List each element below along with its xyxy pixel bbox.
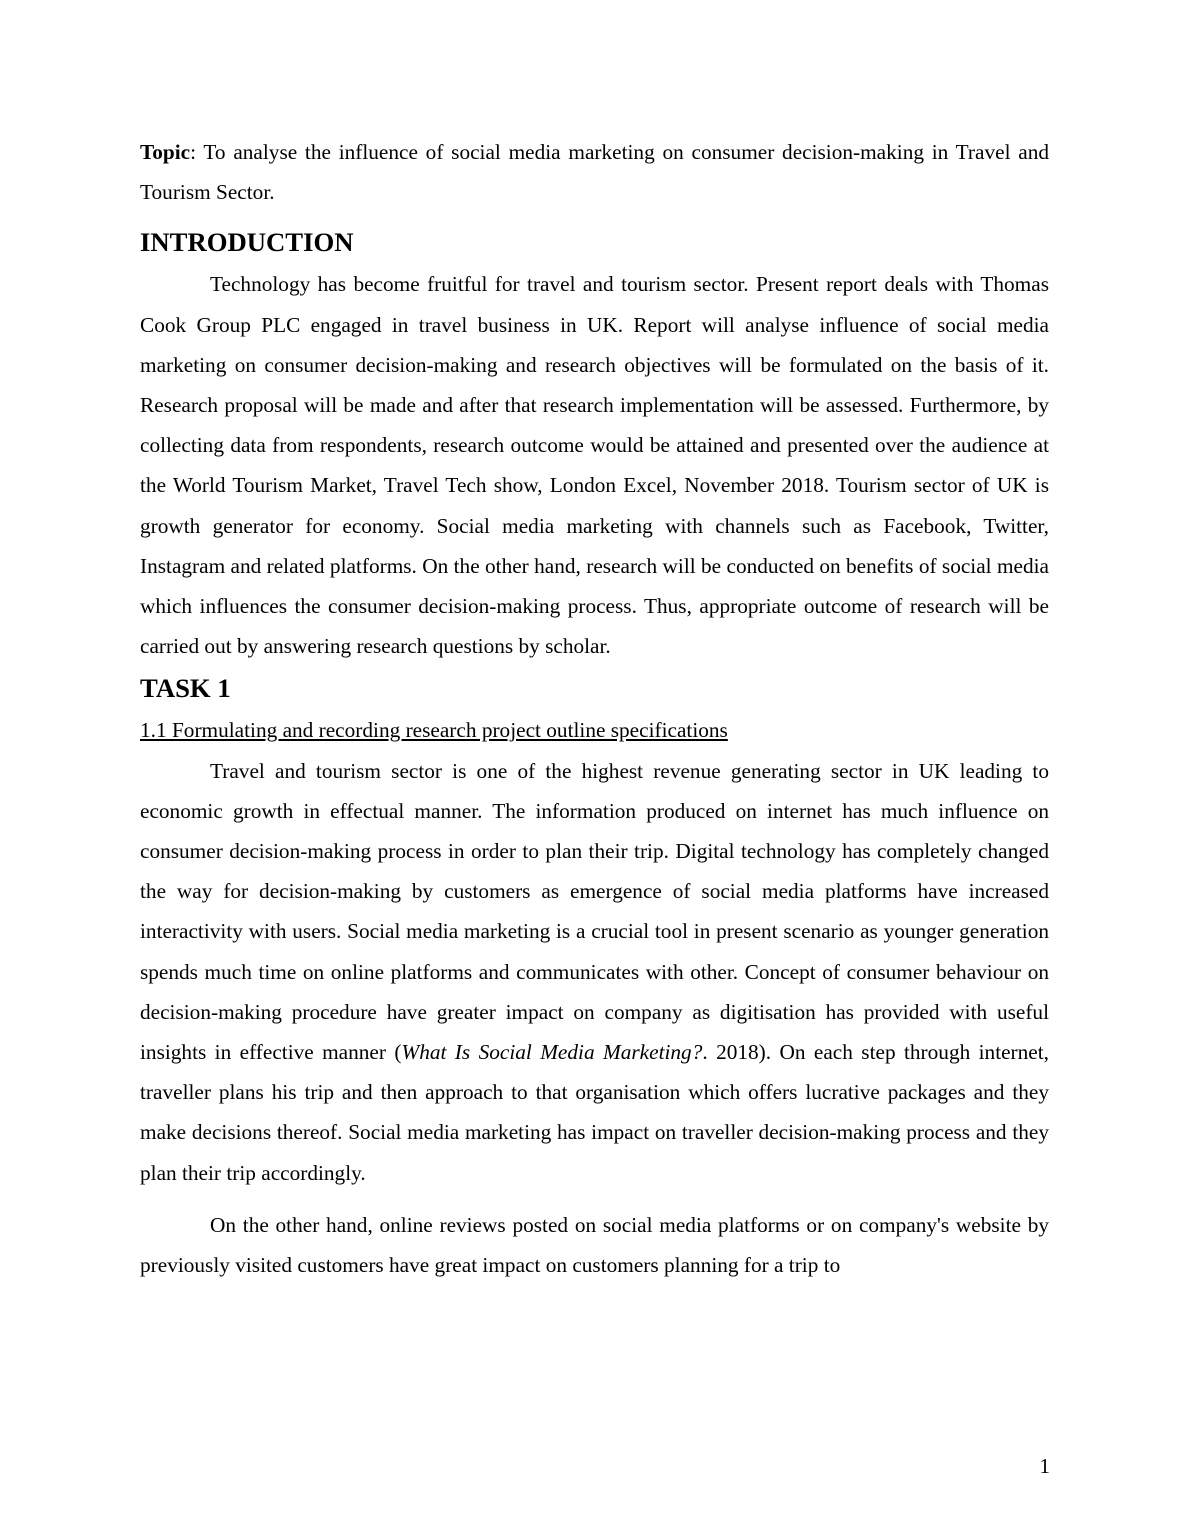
task1-heading: TASK 1	[140, 673, 231, 704]
topic-text: : To analyse the influence of social media marketing on consumer decision-making in Travel and Tourism Sector.	[140, 140, 1049, 205]
task1-paragraph-1	[140, 751, 1049, 1193]
introduction-paragraph: Technology has become fruitful for travel and tourism sector. Present report deals with Thomas Cook Group PLC engaged in travel business in UK. Report will analyse influence of social media marketing on consumer decision-making and research objectives will be formulated on the basis of it. Research proposal will be made and after that research implementation will be assessed. Furthermore, by collecting data from respondents, research outcome would be attained and presented over the audience at the World Tourism Market, Travel Tech show, London Excel, November 2018. Tourism sector of UK is growth generator for economy. Social media marketing with channels such as Facebook, Twitter, Instagram and related platforms. On the other hand, research will be conducted on benefits of social media which influences the consumer decision-making process. Thus, appropriate outcome of research will be carried out by answering research questions by scholar.	[140, 272, 1049, 659]
paragraph-text: . 2018). On each step through internet, traveller plans his trip and then approach to that organisation which offers lucrative packages and they make decisions thereof. Social media marketing has impact on traveller decision-making process and they plan their trip accordingly.	[140, 1040, 1049, 1185]
introduction-heading: INTRODUCTION	[140, 227, 354, 258]
paragraph-text: Travel and tourism sector is one of the highest revenue generating sector in UK leading to economic growth in effectual manner. The information produced on internet has much influence on consumer decision-making process in order to plan their trip. Digital technology has completely changed the way for decision-making by customers as emergence of social media platforms have increased interactivity with users. Social media marketing is a crucial tool in present scenario as younger generation spends much time on online platforms and communicates with other. Concept of consumer behaviour on decision-making procedure have greater impact on company as digitisation has provided with useful insights in effective manner (	[140, 758, 1049, 1065]
topic-paragraph	[140, 132, 1049, 212]
topic-label: Topic	[140, 140, 191, 164]
page-number: 1	[1039, 1454, 1050, 1478]
task1-paragraph-2: On the other hand, online reviews posted on social media platforms or on company's website by previously visited customers have great impact on customers planning for a trip to	[140, 1212, 1049, 1278]
task1-subheading: 1.1 Formulating and recording research project outline specifications	[140, 718, 728, 743]
citation-title: What Is Social Media Marketing?	[401, 1040, 703, 1065]
document-page	[140, 132, 1049, 1285]
